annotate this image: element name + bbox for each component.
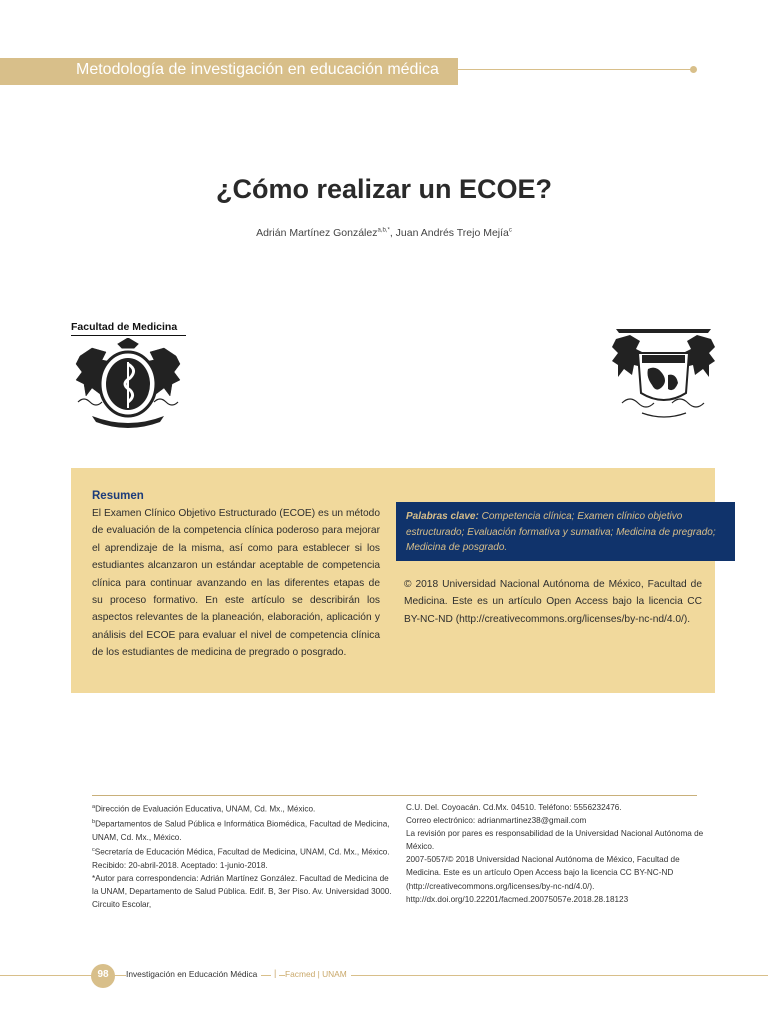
header-dot xyxy=(690,66,697,73)
facultad-medicina-crest-icon xyxy=(72,338,184,430)
footnote-rule xyxy=(92,795,697,796)
author-affiliation: c xyxy=(508,227,512,234)
section-title: Metodología de investigación en educación médica xyxy=(76,61,439,78)
copyright-note: 2007-5057/© 2018 Universidad Nacional Autónoma de México, Facultad de Medicina. Este es un artículo Open Access bajo la licencia CC BY-NC-ND (http://creativecommons.org/licenses/by-nc-nd/4.0/). xyxy=(406,855,680,891)
footnotes-left xyxy=(92,801,392,911)
footer-separator: | xyxy=(271,968,279,978)
keywords-list: Competencia clínica; Examen clínico objetivo estructurado; Evaluación formativa y sumativa; Medicina de pregrado; Medicina de posgrado. xyxy=(406,511,716,554)
header-rule xyxy=(458,69,692,70)
footnote: $^a$Dirección de Evaluación Educativa, UNAM, Cd. Mx., México. xyxy=(92,804,316,814)
keywords-label: Palabras clave: xyxy=(406,511,479,522)
unam-crest-icon xyxy=(612,323,715,423)
footer-journal: Investigación en Educación Médica xyxy=(126,969,261,979)
article-title: ¿Cómo realizar un ECOE? xyxy=(215,174,553,204)
faculty-label: Facultad de Medicina xyxy=(71,321,178,333)
abstract-body: El Examen Clínico Objetivo Estructurado (ECOE) es un método de evaluación de la competencia clínica poderoso para mejorar el aprendizaje de la misma, así como para establecer si los estudiantes alcanzaron un estándar aceptable de competencia clínica para continuar avanzando en las diferentes etapas de su proceso formativo. En este artículo se describirán los aspectos relevantes de la planeación, elaboración, aplicación y análisis del ECOE para evaluar el nivel de competencia clínica de los estudiantes de medicina de pregrado o posgrado. xyxy=(92,508,380,659)
author-name: Juan Andrés Trejo Mejía xyxy=(395,227,509,239)
page-number: 98 xyxy=(97,969,109,980)
faculty-label-underline xyxy=(71,335,186,336)
footnotes-right xyxy=(406,801,706,906)
footnote: $^b$Departamentos de Salud Pública e Informática Biomédica, Facultad de Medicina, UNAM, Cd. Mx., México. xyxy=(92,818,390,842)
license-text: © 2018 Universidad Nacional Autónoma de México, Facultad de Medicina. Este es un artículo Open Access bajo la licencia CC BY-NC-ND (http://creativecommons.org/licenses/by-nc-nd/4.0/). xyxy=(404,579,702,625)
author-line xyxy=(0,227,768,239)
author-name: Adrián Martínez González xyxy=(256,227,378,239)
received-dates: Recibido: 20-abril-2018. Aceptado: 1-junio-2018. xyxy=(92,860,268,870)
author-separator: , xyxy=(389,227,396,239)
email-link[interactable]: Correo electrónico: adrianmartinez38@gmail.com xyxy=(406,816,587,826)
peer-review-note: La revisión por pares es responsabilidad de la Universidad Nacional Autónoma de México. xyxy=(406,829,704,852)
correspondence-address: C.U. Del. Coyoacán. Cd.Mx. 04510. Teléfono: 5556232476. xyxy=(406,803,622,812)
doi-link[interactable]: http://dx.doi.org/10.22201/facmed.20075057e.2018.28.18123 xyxy=(406,894,629,904)
footer-rule xyxy=(0,975,768,976)
keywords xyxy=(406,509,726,556)
footnote: $^c$Secretaría de Educación Médica, Facultad de Medicina, UNAM, Cd. Mx., México. xyxy=(92,846,390,857)
abstract-heading: Resumen xyxy=(92,490,144,502)
author-affiliation: a,b,* xyxy=(377,227,390,234)
correspondence: *Autor para correspondencia: Adrián Martínez González. Facultad de Medicina de la UNAM, Departamento de Salud Pública. Edif. B, 3er Piso. Av. Universidad 3000. Circuito Escolar, xyxy=(92,873,392,909)
footer-facmed: Facmed | UNAM xyxy=(285,969,351,979)
